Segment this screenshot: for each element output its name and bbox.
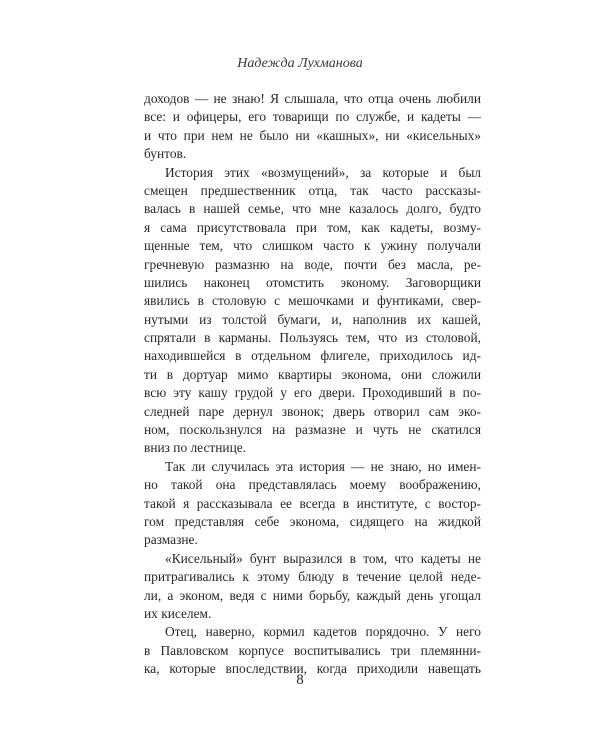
text-line: доходов — не знаю! Я слышала, что отца очень любили [144,91,481,106]
text-line: в Павловском корпусе воспитывались три племянни- [144,642,481,658]
text-line: ка, которые впоследствии, когда приходили навещать [144,661,481,677]
text-line: Отец, наверно, кормил кадетов порядочно. У него [165,624,481,640]
text-line: «Кисельный» бунт выразился в том, что кадеты не [165,550,481,566]
page-number: 8 [296,672,304,688]
text-line: ли, а эконом, ведя с ними борьбу, каждый день угощал [144,587,481,603]
text-line: История этих «возмущений», за которые и был [165,164,481,180]
text-line: гречневую размазню на воде, почти без масла, ре- [144,256,481,272]
paragraph [144,623,481,678]
text-line: спрятали в карманы. Пользуясь тем, что из столовой, [144,330,481,346]
page-body-text [144,90,481,679]
text-line: следней паре дернул звонок; дверь отворил сам эко- [144,403,481,419]
text-line: размазне. [144,532,198,548]
text-line: смещен предшественник отца, так часто рассказы- [144,182,481,198]
paragraph [144,164,481,458]
text-line: вниз по лестнице. [144,440,247,456]
text-line: ти в дортуар мимо квартиры эконома, они сложили [144,366,481,382]
text-line: их киселем. [144,605,212,621]
text-line: и что при нем не было ни «кашных», ни «кисельных» [144,127,481,143]
paragraph [144,458,481,550]
text-line: но такой она представлялась моему воображению, [144,477,481,493]
text-line: я сама присутствовала при том, как кадеты, возму- [144,219,481,235]
text-line: притрагивались к этому блюду в течение целой неде- [144,569,481,585]
text-line: явились в столовую с мешочками и фунтиками, свер- [144,293,481,309]
text-line: Так ли случилась эта история — не знаю, но имен- [165,458,481,474]
text-line: находившейся в отдельном флигеле, приходилось ид- [144,348,481,364]
text-line: валась в нашей семье, что мне казалось долго, будто [144,201,481,217]
paragraph [144,550,481,624]
text-line: гом представляя себе эконома, сидящего на жидкой [144,513,481,529]
text-line: щенные тем, что слишком часто к ужину получали [144,238,481,254]
running-header: Надежда Лухманова [237,56,363,71]
text-line: шились наконец отомстить эконому. Заговорщики [144,274,481,290]
paragraph [144,90,481,164]
text-line: такой я рассказывала ее всегда в институте, с востор- [144,495,481,511]
text-line: все: и офицеры, его товарищи по службе, и кадеты — [144,109,481,125]
text-line: всю эту кашу грудой у его двери. Проходивший в по- [144,385,481,401]
text-line: нутыми из толстой бумаги, и, наполнив их кашей, [144,311,481,327]
text-line: ном, поскользнулся на размазне и чуть не скатился [144,422,481,438]
text-line: бунтов. [144,146,187,162]
